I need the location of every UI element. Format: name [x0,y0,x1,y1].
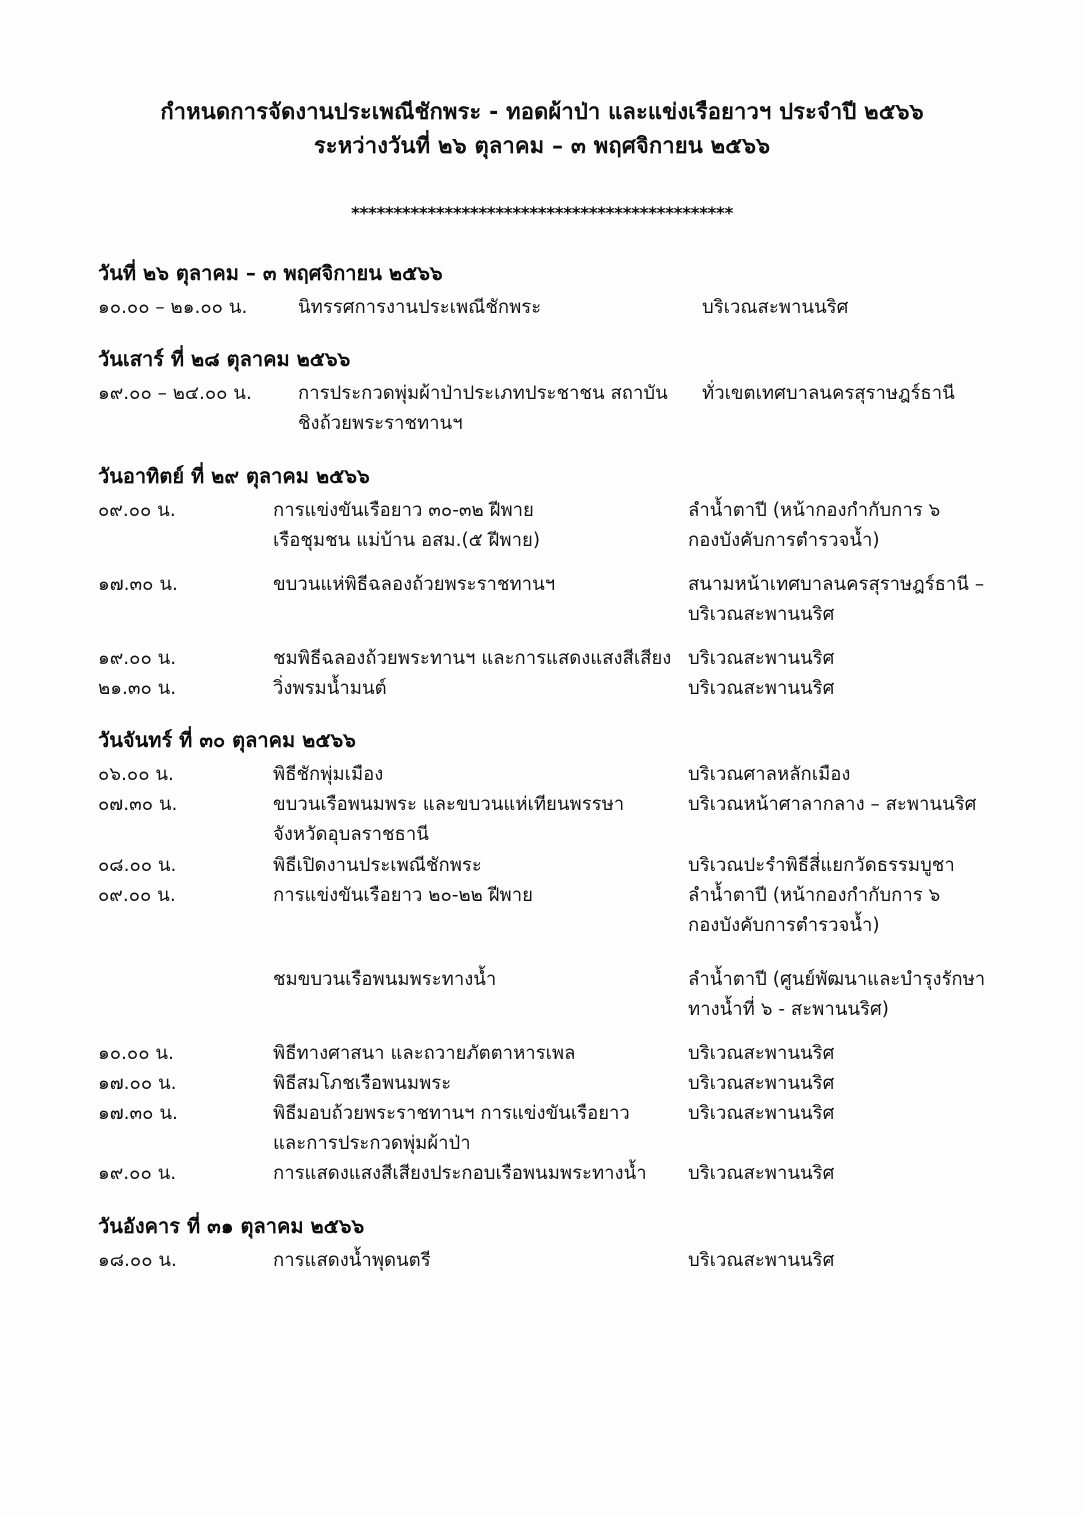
row-description: การแสดงแสงสีเสียงประกอบเรือพนมพระทางน้ำ [273,1163,647,1185]
schedule-row [98,1100,1020,1128]
row-description: วิ่งพรมน้ำมนต์ [273,678,387,700]
row-venue: บริเวณสะพานนริศ [688,1073,835,1095]
row-venue: ทั่วเขตเทศบาลนครสุราษฎร์ธานี [702,383,955,405]
row-time: ๑๙.๐๐ น. [98,647,177,669]
row-time: ๐๗.๓๐ น. [98,794,178,816]
schedule-row-continuation [98,821,1020,849]
row-description: พิธีสมโภชเรือพนมพระ [273,1073,452,1095]
day-group [98,1211,1020,1275]
row-time: ๐๙.๐๐ น. [98,884,176,906]
schedule-row [98,675,1020,703]
row-venue: บริเวณสะพานนริศ [688,678,835,700]
row-description: พิธีทางศาสนา และถวายภัตตาหารเพล [273,1043,576,1065]
schedule-row [98,1247,1020,1275]
row-time: ๐๙.๐๐ น. [98,499,176,521]
row-venue-line-2: ทางน้ำที่ ๖ - สะพานนริศ) [688,998,889,1020]
day-heading: วันจันทร์ ที่ ๓๐ ตุลาคม ๒๕๖๖ [98,728,356,753]
row-time: ๐๖.๐๐ น. [98,764,174,786]
schedule-row-continuation [98,601,1020,629]
row-time: ๑๗.๓๐ น. [98,1103,178,1125]
row-venue: บริเวณศาลหลักเมือง [688,764,851,786]
day-group [98,461,1020,704]
day-heading: วันอาทิตย์ ที่ ๒๙ ตุลาคม ๒๕๖๖ [98,463,370,488]
schedule-row [98,497,1020,525]
day-heading: วันเสาร์ ที่ ๒๘ ตุลาคม ๒๕๖๖ [98,347,351,372]
schedule-row [98,1160,1020,1188]
row-description: พิธีชักพุ่มเมือง [273,764,384,786]
schedule-row [98,1040,1020,1068]
day-group [98,344,1020,438]
row-venue: บริเวณสะพานนริศ [688,1249,835,1271]
row-time: ๑๗.๓๐ น. [98,573,178,595]
row-time: ๑๘.๐๐ น. [98,1249,177,1271]
row-description: การแสดงน้ำพุดนตรี [273,1249,431,1271]
row-time: ๑๙.๐๐ – ๒๔.๐๐ น. [98,383,252,405]
row-venue: บริเวณสะพานนริศ [688,1103,835,1125]
day-heading: วันอังคาร ที่ ๓๑ ตุลาคม ๒๕๖๖ [98,1213,365,1238]
row-venue-line-2: บริเวณสะพานนริศ [688,603,835,625]
row-venue: บริเวณสะพานนริศ [702,297,849,319]
row-time: ๒๑.๓๐ น. [98,678,177,700]
row-venue: ลำน้ำตาปี (หน้ากองกำกับการ ๖ [688,884,941,906]
schedule-row-continuation [98,912,1020,940]
row-description: ชมพิธีฉลองถ้วยพระทานฯ และการแสดงแสงสีเสียง [273,647,672,669]
row-description: การแข่งขันเรือยาว ๓๐-๓๒ ฝีพาย [273,499,534,521]
schedule-row [98,852,1020,880]
row-venue-line-2: กองบังคับการตำรวจน้ำ) [688,914,880,936]
schedule-row [98,966,1020,994]
day-group [98,258,1020,322]
asterisk-divider: ********************************************* [350,204,734,225]
document-title-block [64,96,1020,164]
row-venue: บริเวณปะรำพิธีสี่แยกวัดธรรมบูชา [688,854,955,876]
schedule-list [64,258,1020,1275]
row-description: พิธีเปิดงานประเพณีชักพระ [273,854,482,876]
schedule-row [98,294,1020,322]
row-description: การแข่งขันเรือยาว ๒๐-๒๒ ฝีพาย [273,884,533,906]
day-group [98,725,1020,1188]
schedule-row [98,761,1020,789]
row-description: นิทรรศการงานประเพณีชักพระ [298,297,542,319]
page-title-line-1: กำหนดการจัดงานประเพณีชักพระ - ทอดผ้าป่า และแข่งเรือยาวฯ ประจำปี ๒๕๖๖ [160,100,924,125]
row-venue: บริเวณสะพานนริศ [688,647,835,669]
row-venue: บริเวณสะพานนริศ [688,1163,835,1185]
schedule-row-continuation [98,996,1020,1024]
schedule-row [98,380,1020,408]
schedule-row [98,882,1020,910]
row-description: ขบวนเรือพนมพระ และขบวนแห่เทียนพรรษา [273,794,625,816]
row-description: ชมขบวนเรือพนมพระทางน้ำ [273,968,497,990]
row-venue: ลำน้ำตาปี (ศูนย์พัฒนาและบำรุงรักษา [688,968,986,990]
row-venue: บริเวณสะพานนริศ [688,1043,835,1065]
day-heading: วันที่ ๒๖ ตุลาคม – ๓ พฤศจิกายน ๒๕๖๖ [98,261,443,286]
row-venue: ลำน้ำตาปี (หน้ากองกำกับการ ๖ [688,499,941,521]
row-time: ๑๗.๐๐ น. [98,1073,177,1095]
row-description-line-2: และการประกวดพุ่มผ้าป่า [273,1133,471,1155]
schedule-row [98,571,1020,599]
schedule-row [98,791,1020,819]
row-description: การประกวดพุ่มผ้าป่าประเภทประชาชน สถาบัน [298,383,668,405]
row-description-line-2: ชิงถ้วยพระราชทานฯ [298,413,463,435]
schedule-row-continuation [98,527,1020,555]
row-description: ขบวนแห่พิธีฉลองถ้วยพระราชทานฯ [273,573,556,595]
row-description: พิธีมอบถ้วยพระราชทานฯ การแข่งขันเรือยาว [273,1103,630,1125]
schedule-row [98,1070,1020,1098]
schedule-row-continuation [98,410,1020,438]
row-time: ๐๘.๐๐ น. [98,854,177,876]
row-time: ๑๐.๐๐ น. [98,1043,174,1065]
row-time: ๑๙.๐๐ น. [98,1163,177,1185]
schedule-row-continuation [98,1130,1020,1158]
schedule-row [98,645,1020,673]
row-description-line-2: เรือชุมชน แม่บ้าน อสม.(๕ ฝีพาย) [273,529,541,551]
row-description-line-2: จังหวัดอุบลราชธานี [273,824,429,846]
page-title-line-2: ระหว่างวันที่ ๒๖ ตุลาคม – ๓ พฤศจิกายน ๒๕๖๖ [313,134,771,160]
row-venue: สนามหน้าเทศบาลนครสุราษฎร์ธานี – [688,573,985,595]
row-time: ๑๐.๐๐ – ๒๑.๐๐ น. [98,297,248,319]
row-venue-line-2: กองบังคับการตำรวจน้ำ) [688,529,880,551]
row-venue: บริเวณหน้าศาลากลาง – สะพานนริศ [688,794,977,816]
